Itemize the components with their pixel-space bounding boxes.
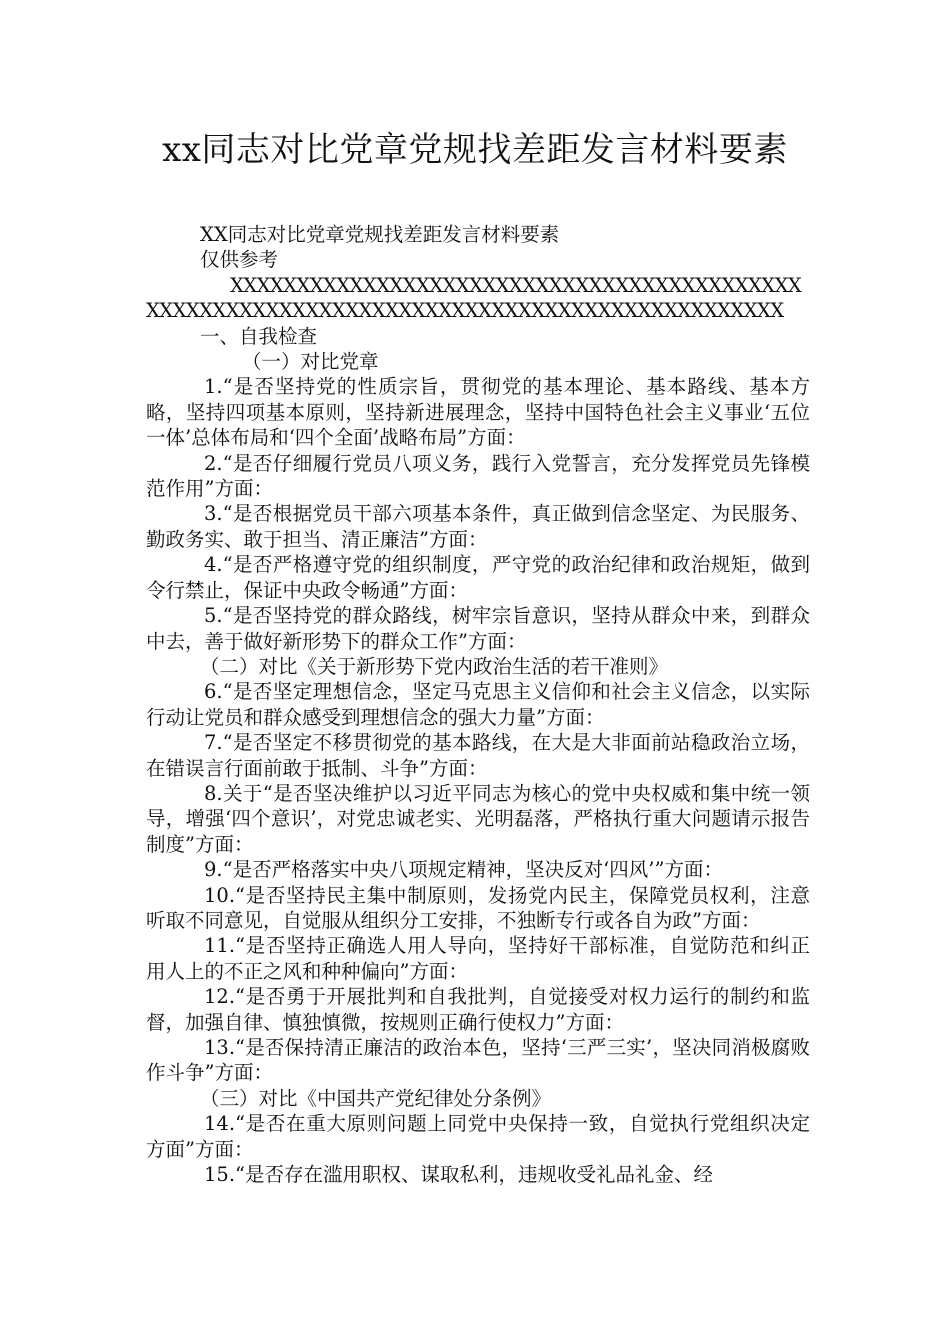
list-item: 11.“是否坚持正确选人用人导向，坚持好干部标准，自觉防范和纠正用人上的不正之风和种种偏向”方面： bbox=[146, 934, 810, 983]
list-item: 9.“是否严格落实中央八项规定精神，坚决反对‘四风’”方面： bbox=[204, 858, 723, 882]
list-item: 14.“是否在重大原则问题上同党中央保持一致，自觉执行党组织决定方面”方面： bbox=[146, 1112, 810, 1161]
section-heading-self-check: 一、自我检查 bbox=[200, 324, 318, 348]
list-item: 12.“是否勇于开展批判和自我批判，自觉接受对权力运行的制约和监督，加强自律、慎独慎微，按规则正确行使权力”方面： bbox=[146, 985, 810, 1034]
list-item: 4.“是否严格遵守党的组织制度，严守党的政治纪律和政治规矩，做到令行禁止，保证中央政令畅通”方面： bbox=[146, 553, 810, 602]
list-item: 7.“是否坚定不移贯彻党的基本路线，在大是大非面前站稳政治立场，在错误言行面前敢于抵制、斗争”方面： bbox=[146, 731, 810, 780]
reference-note: 仅供参考 bbox=[200, 248, 279, 272]
list-item: 2.“是否仔细履行党员八项义务，践行入党誓言，充分发挥党员先锋模范作用”方面： bbox=[146, 451, 810, 501]
list-item: 3.“是否根据党员干部六项基本条件，真正做到信念坚定、为民服务、勤政务实、敢于担当、清正廉洁”方面： bbox=[146, 502, 810, 551]
list-item: 1.“是否坚持党的性质宗旨，贯彻党的基本理论、基本路线、基本方略，坚持四项基本原则，坚持新进展理念，坚持中国特色社会主义事业‘五位一体’总体布局和‘四个全面’战略布局”方面： bbox=[146, 375, 810, 450]
placeholder-text: XXXXXXXXXXXXXXXXXXXXXXXXXXXXXXXXXXXXXXXXXXXXXXXXXXXXXXXXXXXXXXXXXXXXXXXXXXXXXXXXXXXXXXXXXXX bbox=[146, 273, 802, 323]
list-item: 5.“是否坚持党的群众路线，树牢宗旨意识，坚持从群众中来，到群众中去，善于做好新形势下的群众工作”方面： bbox=[146, 604, 810, 653]
list-item: 15.“是否存在滥用职权、谋取私利，违规收受礼品礼金、经 bbox=[204, 1163, 713, 1187]
document-title: xx同志对比党章党规找差距发言材料要素 bbox=[162, 130, 788, 170]
subsection-heading-political-life: （二）对比《关于新形势下党内政治生活的若干准则》 bbox=[200, 654, 669, 678]
list-item: 6.“是否坚定理想信念，坚定马克思主义信仰和社会主义信念，以实际行动让党员和群众感受到理想信念的强大力量”方面： bbox=[146, 680, 810, 729]
list-item: 8.关于“是否坚决维护以习近平同志为核心的党中央权威和集中统一领导，增强‘四个意识’，对党忠诚老实、光明磊落，严格执行重大问题请示报告制度”方面： bbox=[146, 781, 810, 856]
subsection-heading-discipline-regulations: （三）对比《中国共产党纪律处分条例》 bbox=[200, 1086, 552, 1110]
list-item: 13.“是否保持清正廉洁的政治本色，坚持‘三严三实’，坚决同消极腐败作斗争”方面： bbox=[146, 1036, 810, 1085]
list-item: 10.“是否坚持民主集中制原则，发扬党内民主，保障党员权利，注意听取不同意见，自觉服从组织分工安排，不独断专行或各自为政”方面： bbox=[146, 883, 810, 932]
document-subtitle: XX同志对比党章党规找差距发言材料要素 bbox=[200, 223, 560, 246]
document-body bbox=[146, 222, 810, 1187]
subsection-heading-party-constitution: （一）对比党章 bbox=[242, 350, 379, 374]
